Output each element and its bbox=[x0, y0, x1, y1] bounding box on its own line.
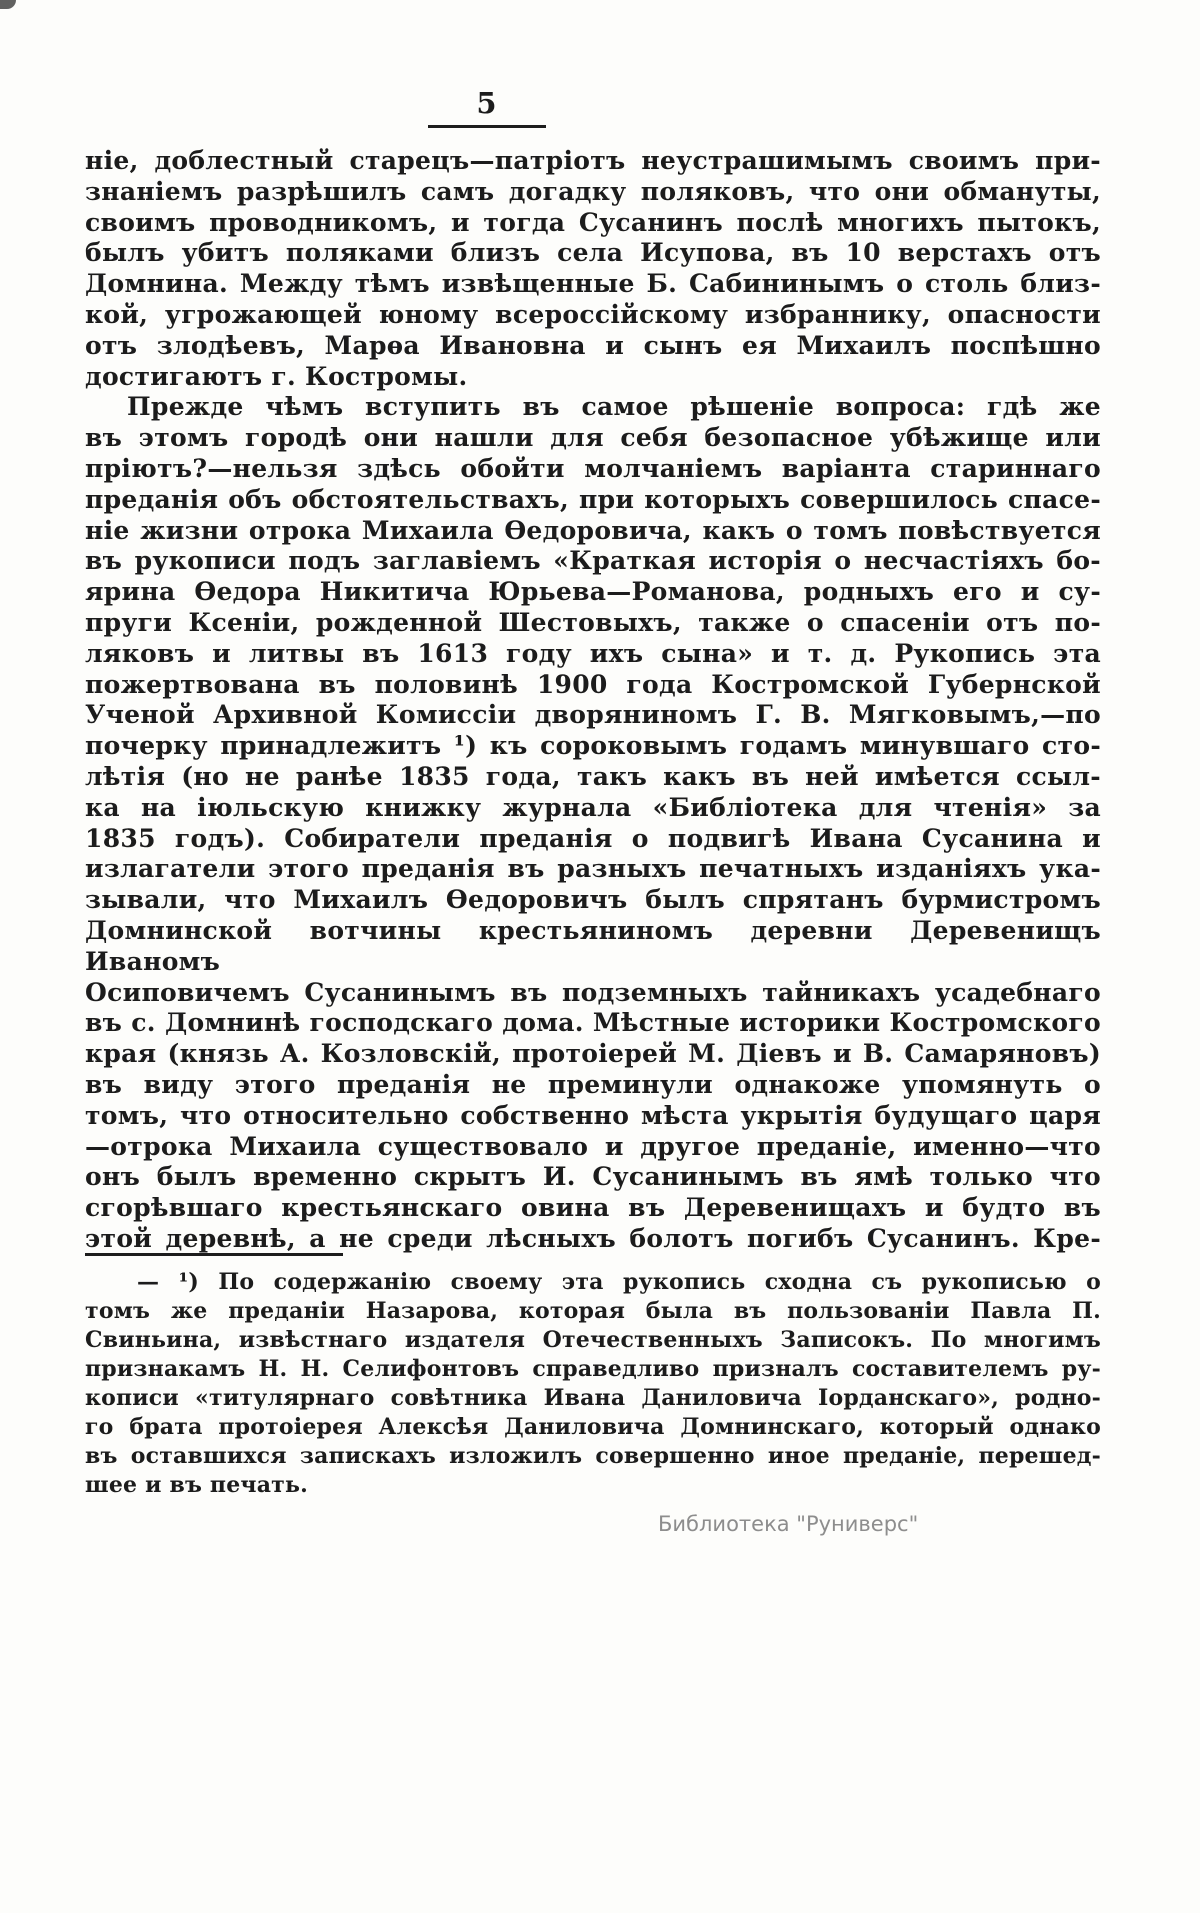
text-line: Свиньина, извѣстнаго издателя Отечественныхъ Записокъ. По многимъ bbox=[85, 1327, 1101, 1353]
text-line: признакамъ Н. Н. Селифонтовъ справедливо призналъ составителемъ ру- bbox=[85, 1356, 1101, 1382]
text-line: 1835 годъ). Собиратели преданія о подвигѣ Ивана Сусанина и bbox=[85, 823, 1101, 853]
text-line: почерку принадлежитъ ¹) къ сороковымъ годамъ минувшаго сто- bbox=[85, 731, 1101, 761]
text-line: пруги Ксеніи, рожденной Шестовыхъ, также о спасеніи отъ по- bbox=[85, 607, 1101, 637]
text-line: Прежде чѣмъ вступить въ самое рѣшеніе вопроса: гдѣ же bbox=[127, 392, 1101, 422]
scan-artifact bbox=[0, 0, 16, 9]
text-line: го брата протоіерея Алексѣя Даниловича Домнинскаго, который однако bbox=[85, 1414, 1101, 1440]
page-number: 5 bbox=[428, 86, 546, 128]
text-line: зывали, что Михаилъ Ѳедоровичъ былъ спрятанъ бурмистромъ bbox=[85, 885, 1101, 915]
text-line: въ этомъ городѣ они нашли для себя безопасное убѣжище или bbox=[85, 423, 1101, 453]
text-line: преданія объ обстоятельствахъ, при которыхъ совершилось спасе- bbox=[85, 484, 1101, 514]
text-line: Ученой Архивной Комиссіи дворяниномъ Г. В. Мягковымъ,—по bbox=[85, 700, 1101, 730]
text-line: пріютъ?—нельзя здѣсь обойти молчаніемъ варіанта стариннаго bbox=[85, 453, 1101, 483]
library-watermark: Библиотека "Руниверс" bbox=[658, 1512, 919, 1536]
text-line: —отрока Михаила существовало и другое преданіе, именно—что bbox=[85, 1131, 1101, 1161]
text-line: Осиповичемъ Сусанинымъ въ подземныхъ тайникахъ усадебнаго bbox=[85, 977, 1101, 1007]
text-line: въ оставшихся запискахъ изложилъ совершенно иное преданіе, перешед- bbox=[85, 1443, 1101, 1469]
text-line: въ с. Домнинѣ господскаго дома. Мѣстные историки Костромского bbox=[85, 1008, 1101, 1038]
text-line: томъ, что относительно собственно мѣста укрытія будущаго царя bbox=[85, 1100, 1101, 1130]
footnote-separator bbox=[85, 1253, 343, 1256]
text-line: своимъ проводникомъ, и тогда Сусанинъ послѣ многихъ пытокъ, bbox=[85, 207, 1101, 237]
main-text bbox=[85, 146, 1101, 1255]
text-line: края (князь А. Козловскій, протоіерей М. Діевъ и В. Самаряновъ) bbox=[85, 1039, 1101, 1069]
text-line: онъ былъ временно скрытъ И. Сусанинымъ въ ямѣ только что bbox=[85, 1162, 1101, 1192]
text-line: шее и въ печать. bbox=[85, 1472, 308, 1498]
text-line: ніе жизни отрока Михаила Ѳедоровича, какъ о томъ повѣствуется bbox=[85, 515, 1101, 545]
text-line: въ виду этого преданія не преминули однакоже упомянуть о bbox=[85, 1069, 1101, 1099]
text-line: достигаютъ г. Костромы. bbox=[85, 361, 468, 391]
text-line: ка на іюльскую книжку журнала «Библіотека для чтенія» за bbox=[85, 792, 1101, 822]
text-line: — ¹) По содержанію своему эта рукопись сходна съ рукописью о bbox=[137, 1269, 1101, 1295]
text-line: Домнина. Между тѣмъ извѣщенные Б. Сабининымъ о столь близ- bbox=[85, 269, 1101, 299]
text-line: былъ убитъ поляками близъ села Исупова, въ 10 верстахъ отъ bbox=[85, 238, 1101, 268]
text-line: сгорѣвшаго крестьянскаго овина въ Деревенищахъ и будто въ bbox=[85, 1193, 1101, 1223]
text-line: знаніемъ разрѣшилъ самъ догадку поляковъ, что они обмануты, bbox=[85, 176, 1101, 206]
text-line: кой, угрожающей юному всероссійскому избраннику, опасности bbox=[85, 299, 1101, 329]
text-line: ніе, доблестный старецъ—патріотъ неустрашимымъ своимъ при- bbox=[85, 146, 1101, 175]
text-line: кописи «титулярнаго совѣтника Ивана Даниловича Іорданскаго», родно- bbox=[85, 1385, 1101, 1411]
text-line: пожертвована въ половинѣ 1900 года Костромской Губернской bbox=[85, 669, 1101, 699]
footnote-text bbox=[85, 1268, 1101, 1500]
text-line: ярина Ѳедора Никитича Юрьева—Романова, родныхъ его и су- bbox=[85, 577, 1101, 607]
text-line: излагатели этого преданія въ разныхъ печатныхъ изданіяхъ ука- bbox=[85, 854, 1101, 884]
text-line: томъ же преданіи Назарова, которая была въ пользованіи Павла П. bbox=[85, 1298, 1101, 1324]
text-line: Домнинской вотчины крестьяниномъ деревни Деревенищъ Иваномъ bbox=[85, 915, 1101, 976]
text-line: отъ злодѣевъ, Марѳа Ивановна и сынъ ея Михаилъ поспѣшно bbox=[85, 330, 1101, 360]
text-line: въ рукописи подъ заглавіемъ «Краткая исторія о несчастіяхъ бо- bbox=[85, 546, 1101, 576]
text-line: лѣтія (но не ранѣе 1835 года, такъ какъ въ ней имѣется ссыл- bbox=[85, 761, 1101, 791]
text-line: ляковъ и литвы въ 1613 году ихъ сына» и т. д. Рукопись эта bbox=[85, 638, 1101, 668]
text-line: этой деревнѣ, а не среди лѣсныхъ болотъ погибъ Сусанинъ. Кре- bbox=[85, 1223, 1101, 1253]
